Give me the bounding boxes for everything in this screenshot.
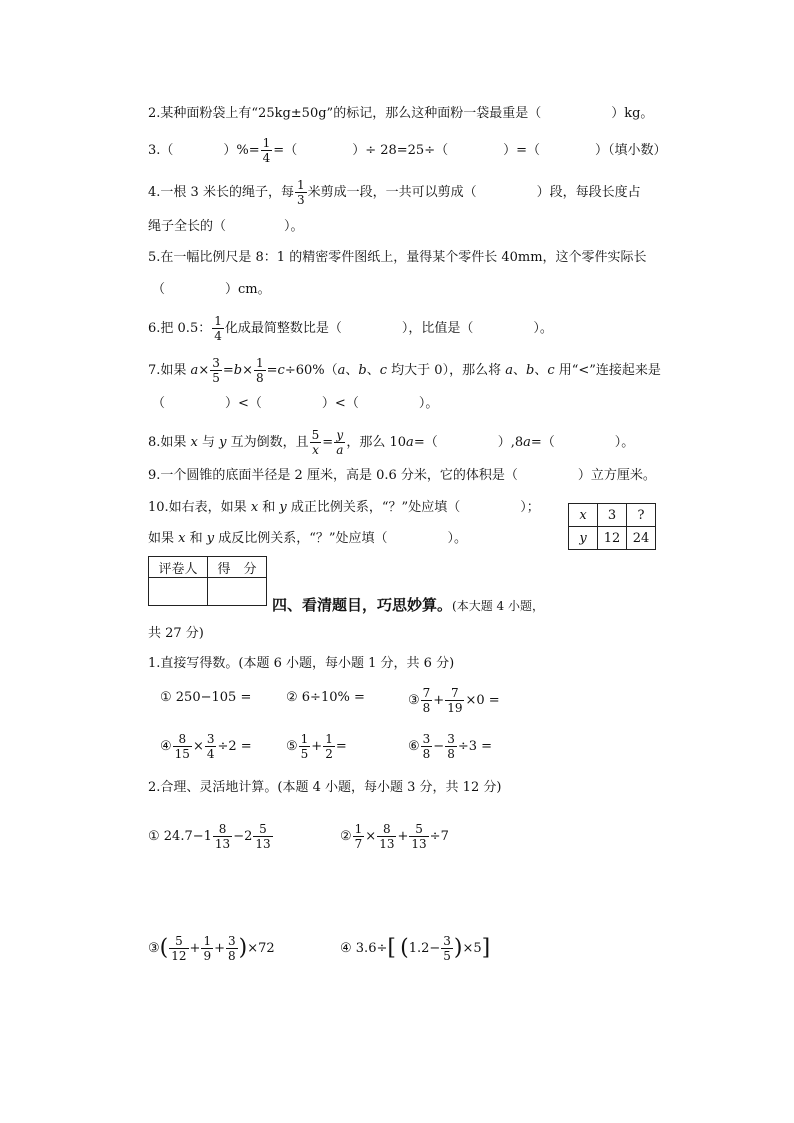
text-p1-l: ① 250−105 =	[160, 690, 252, 705]
text-fractions-f_1_3-n: 1	[296, 178, 305, 192]
text-fractions-f_3_8-d: 8	[447, 747, 455, 761]
text-fractions-f_3_4-n: 3	[206, 732, 215, 746]
section-4-title	[272, 594, 544, 615]
fraction	[173, 732, 192, 761]
xy-x1: 3	[598, 504, 627, 527]
question-3	[148, 136, 667, 165]
question-4-cont	[148, 217, 304, 237]
text-p6-l: ⑥	[408, 739, 420, 754]
text-q10-a: 10.如右表，如果	[148, 500, 251, 515]
text-q10-vy2: y	[206, 531, 215, 546]
text-c4-l: ④ 3.6÷	[340, 941, 388, 956]
question-5	[148, 248, 647, 268]
question-2	[148, 104, 653, 124]
text-q7-b: ÷60%（	[284, 363, 338, 378]
text-q7-sep2: 、	[366, 363, 380, 378]
q6-text-d: ）。	[533, 321, 553, 336]
xy-y2: 24	[627, 527, 656, 550]
text-q7-e: （	[152, 396, 166, 411]
fraction-1-8	[254, 356, 266, 385]
text-fractions-f_1_4-d: 4	[214, 329, 222, 343]
text-s2-title: 2.合理、灵活地计算。(本题 4 小题，每小题 3 分，共 12 分)	[148, 780, 502, 795]
text-fractions-f_3_8-n: 3	[447, 732, 455, 746]
text-q8-g: =（	[530, 435, 555, 450]
text-q7-d: 用“<”连接起来是	[554, 363, 661, 378]
text-fractions-f_3_5-n: 3	[443, 934, 451, 948]
text-p4-op2: ÷2 =	[217, 739, 252, 754]
text-c4-v: 1.2−	[408, 941, 441, 956]
text-q8-vx: x	[190, 435, 198, 450]
fraction	[445, 686, 464, 715]
text-s1-title: 1.直接写得数。(本题 6 小题，每小题 1 分，共 6 分)	[148, 656, 455, 671]
text-q7-a: 7.如果	[148, 363, 191, 378]
fraction	[201, 934, 213, 963]
fraction	[377, 822, 396, 851]
text-q10-c: 成正比例关系，“？”处应填（	[286, 500, 461, 515]
text-fractions-f_1_5-d: 5	[300, 747, 309, 761]
text-fractions-f_5_x-n: 5	[311, 428, 320, 442]
fraction	[421, 732, 433, 761]
text-c2-l: ②	[340, 829, 352, 844]
text-c1-l: ① 24.7−1	[148, 829, 212, 844]
text-q8-vy: y	[219, 435, 227, 450]
text-q7-ta: a	[337, 363, 346, 378]
q5-open: （	[152, 282, 166, 297]
text-q10-vx2: x	[178, 531, 186, 546]
calc-2	[340, 822, 449, 851]
question-6	[148, 314, 553, 343]
text-fractions-f_5_x-d: x	[312, 443, 319, 457]
fraction-1-3	[295, 178, 307, 207]
text-fractions-f_1_2-n: 1	[325, 732, 333, 746]
text-fractions-f_3_5-d: 5	[443, 949, 451, 963]
subsection-1-title	[148, 654, 454, 674]
q6-text-b: 化成最简整数比是（	[224, 321, 342, 336]
text-q7-eq2: =	[266, 363, 278, 378]
q3-eq2: ）=（	[503, 143, 541, 158]
text-c3-op1: +	[189, 941, 201, 956]
q2-text: 2.某种面粉袋上有“25kg±50g”的标记，那么这种面粉一袋最重是（	[148, 106, 542, 121]
calc-4	[340, 934, 490, 963]
text-q7-f: ）。	[418, 396, 439, 411]
xy-y-label: y	[569, 527, 598, 550]
text-c2-op3: ÷7	[429, 829, 449, 844]
problem-5	[286, 732, 347, 761]
problem-2	[286, 688, 365, 708]
text-section4-note2: 共 27 分)	[148, 626, 204, 641]
fraction-5-x	[310, 428, 322, 457]
text-q8-h: ）。	[614, 435, 635, 450]
text-fractions-f_8_15-d: 15	[174, 747, 190, 761]
text-p4-l: ④	[160, 739, 172, 754]
question-7-cont	[152, 394, 438, 414]
text-fractions-f_7_8-d: 8	[422, 701, 431, 715]
fraction	[205, 732, 217, 761]
text-q7-tc: c	[379, 363, 388, 378]
text-fractions-f_3_8-n: 3	[227, 934, 236, 948]
text-fractions-f_1_4-d: 4	[262, 151, 271, 165]
q4-text-a: 4.一根 3 米长的绳子，每	[148, 185, 294, 200]
text-c3-op2: +	[214, 941, 225, 956]
q3-div: ）÷ 28=25÷（	[352, 143, 449, 158]
text-fractions-f_3_4-d: 4	[206, 747, 215, 761]
fraction	[409, 822, 428, 851]
fraction	[169, 934, 188, 963]
text-q9-a: 9.一个圆锥的底面半径是 2 厘米，高是 0.6 分米，它的体积是（	[148, 468, 518, 483]
fraction-y-a	[334, 428, 345, 457]
subsection-2-title	[148, 778, 501, 798]
text-p5-op2: =	[335, 739, 347, 754]
q6-text-c: ），比值是（	[401, 321, 474, 336]
text-fractions-f_5_12-n: 5	[175, 934, 183, 948]
question-9	[148, 466, 656, 486]
text-fractions-f_1_8-n: 1	[256, 356, 264, 370]
fraction-1-4	[261, 136, 273, 165]
problem-3	[408, 686, 500, 715]
text-p5-op1: +	[311, 739, 323, 754]
q5-unit: ）cm。	[225, 282, 271, 297]
text-q8-va: a	[406, 435, 414, 450]
text-q8-f: ）,8	[497, 435, 524, 450]
text-q7-x1: ×	[198, 363, 210, 378]
text-q7-lt1: ）<（	[225, 396, 262, 411]
text-q7-uc: c	[547, 363, 555, 378]
text-fractions-f_1_5-n: 1	[300, 732, 309, 746]
text-q7-vb: b	[233, 363, 243, 378]
text-q8-c: 互为倒数，且	[226, 435, 309, 450]
q3-tail: ）（填小数）	[595, 143, 667, 158]
score-points-cell[interactable]	[208, 578, 267, 606]
text-fractions-f_3_8-d: 8	[227, 949, 236, 963]
text-p6-op1: −	[433, 739, 445, 754]
text-q8-vb: a	[523, 435, 531, 450]
text-p3-op2: ×0 =	[465, 693, 500, 708]
text-p3-op1: +	[433, 693, 445, 708]
text-q7-va: a	[190, 363, 199, 378]
text-fractions-f_y_a-n: y	[336, 428, 344, 442]
text-fractions-f_5_13-n: 5	[259, 822, 267, 836]
problem-6	[408, 732, 492, 761]
q3-open: 3.（	[148, 143, 174, 158]
text-fractions-f_1_9-d: 9	[203, 949, 212, 963]
text-fractions-f_7_19-d: 19	[447, 701, 463, 715]
q3-eq: =（	[273, 143, 298, 158]
text-q7-c: 均大于 0），那么将	[387, 363, 506, 378]
text-fractions-f_8_13-d: 13	[379, 837, 395, 851]
q4-text-e: ）。	[284, 219, 304, 234]
calc-3	[148, 934, 275, 963]
text-c4-x: ×5	[462, 941, 482, 956]
text-q9-b: ）立方厘米。	[577, 468, 656, 483]
text-p6-op2: ÷3 =	[457, 739, 493, 754]
xy-y1: 12	[598, 527, 627, 550]
text-c4-cp: )	[453, 935, 463, 961]
fraction	[353, 822, 365, 851]
text-c3-tail: ×72	[247, 941, 275, 956]
text-fractions-f_3_5-n: 3	[212, 356, 220, 370]
text-q7-ua: a	[505, 363, 513, 378]
question-10-cont	[148, 529, 467, 549]
fraction	[445, 732, 457, 761]
q2-unit: ）kg。	[611, 106, 654, 121]
problem-4	[160, 732, 252, 761]
text-fractions-f_1_2-d: 2	[325, 747, 333, 761]
text-fractions-f_5_12-d: 12	[171, 949, 187, 963]
fraction	[421, 686, 433, 715]
text-q7-vc: c	[277, 363, 285, 378]
text-q10-d: ）；	[520, 500, 540, 515]
text-fractions-f_5_13-d: 13	[255, 837, 271, 851]
text-q8-b: 与	[197, 435, 220, 450]
text-p5-l: ⑤	[286, 739, 298, 754]
q4-text-c: ）段，每段长度占	[536, 185, 641, 200]
text-fractions-f_5_13-d: 13	[411, 837, 427, 851]
text-q8-e: =（	[413, 435, 438, 450]
text-fractions-f_1_3-d: 3	[296, 193, 305, 207]
xy-x2: ?	[627, 504, 656, 527]
text-q10-b: 和	[258, 500, 280, 515]
text-c3-open: (	[159, 935, 169, 961]
score-grader-cell[interactable]	[149, 578, 208, 606]
text-fractions-f_1_7-d: 7	[354, 837, 363, 851]
xy-table	[568, 503, 656, 550]
text-c2-op2: +	[397, 829, 409, 844]
text-fractions-f_1_7-n: 1	[354, 822, 363, 836]
q4-text-b: 米剪成一段，一共可以剪成（	[307, 185, 477, 200]
text-fractions-f_7_19-n: 7	[451, 686, 459, 700]
text-q10-h: ）。	[447, 531, 468, 546]
fraction	[299, 732, 311, 761]
text-fractions-f_1_8-d: 8	[256, 371, 264, 385]
xy-x-label: x	[569, 504, 598, 527]
text-p2-l: ② 6÷10% =	[286, 690, 365, 705]
score-grader-header: 评卷人	[149, 557, 208, 578]
text-q10-g: 成反比例关系，“？”处应填（	[214, 531, 388, 546]
score-table	[148, 556, 267, 606]
problem-1	[160, 688, 251, 708]
question-4	[148, 178, 641, 207]
fraction	[253, 822, 272, 851]
q6-text-a: 6.把 0.5：	[148, 321, 212, 336]
text-fractions-f_3_8-n: 3	[422, 732, 431, 746]
text-fractions-f_1_9-n: 1	[203, 934, 212, 948]
text-q7-x2: ×	[242, 363, 253, 378]
text-section4-title: 四、看清题目，巧思妙算。	[272, 596, 453, 614]
score-points-header: 得 分	[208, 557, 267, 578]
text-fractions-f_8_15-n: 8	[178, 732, 187, 746]
text-c2-op1: ×	[365, 829, 377, 844]
text-fractions-f_8_13-d: 13	[214, 837, 231, 851]
question-5-cont	[152, 280, 271, 300]
fraction	[213, 822, 232, 851]
q4-text-d: 绳子全长的（	[148, 219, 227, 234]
fraction-3-5	[210, 356, 222, 385]
calc-1	[148, 822, 274, 851]
text-p4-op1: ×	[192, 739, 204, 754]
question-8: 8.如果 x 与 y 互为倒数，且 $\frac{5}{x}$ = $\frac{y}{a}$ ，那么 10a=（ ）,8a=（ ）。	[148, 428, 635, 457]
text-q7-lt2: ）<（	[321, 396, 359, 411]
text-fractions-f_8_13-n: 8	[383, 822, 391, 836]
text-q10-vx: x	[250, 500, 259, 515]
text-section4-note: (本大题 4 小题，	[452, 599, 544, 613]
text-c1-op: −2	[233, 829, 253, 844]
question-7	[148, 356, 661, 385]
text-q10-vy: y	[279, 500, 287, 515]
text-q7-sep4: 、	[534, 363, 548, 378]
text-fractions-f_8_13-n: 8	[218, 822, 227, 836]
text-fractions-f_3_5-d: 5	[212, 371, 220, 385]
section-4-note	[148, 624, 204, 644]
q5-text: 5.在一幅比例尺是 8：1 的精密零件图纸上，量得某个零件长 40mm，这个零件实际长	[148, 250, 647, 265]
text-fractions-f_3_8-d: 8	[422, 747, 431, 761]
text-p3-l: ③	[408, 693, 420, 708]
text-q10-f: 和	[185, 531, 207, 546]
text-q8-a: 8.如果	[148, 435, 191, 450]
text-q8-d: ，那么 10	[346, 435, 407, 450]
text-c3-l: ③	[148, 941, 160, 956]
text-c3-close: )	[238, 935, 248, 961]
fraction	[441, 934, 453, 963]
text-q7-ub: b	[525, 363, 535, 378]
text-fractions-f_5_13-n: 5	[415, 822, 423, 836]
text-q7-eq1: =	[222, 363, 234, 378]
text-fractions-f_y_a-d: a	[336, 443, 344, 457]
question-10	[148, 498, 540, 518]
text-q10-e: 如果	[148, 531, 179, 546]
text-fractions-f_1_4-n: 1	[262, 136, 271, 150]
text-c4-ob: [	[387, 935, 396, 961]
text-q7-tb: b	[358, 363, 367, 378]
fraction	[323, 732, 335, 761]
text-fractions-f_7_8-n: 7	[422, 686, 431, 700]
text-q7-sep1: 、	[345, 363, 359, 378]
text-q7-sep3: 、	[512, 363, 526, 378]
text-c4-cb: ]	[481, 935, 491, 961]
fraction-1-4b	[212, 314, 224, 343]
text-c4-op: (	[400, 935, 409, 961]
text-fractions-f_1_4-n: 1	[214, 314, 222, 328]
q3-percent: ）%=	[223, 143, 260, 158]
fraction	[226, 934, 238, 963]
